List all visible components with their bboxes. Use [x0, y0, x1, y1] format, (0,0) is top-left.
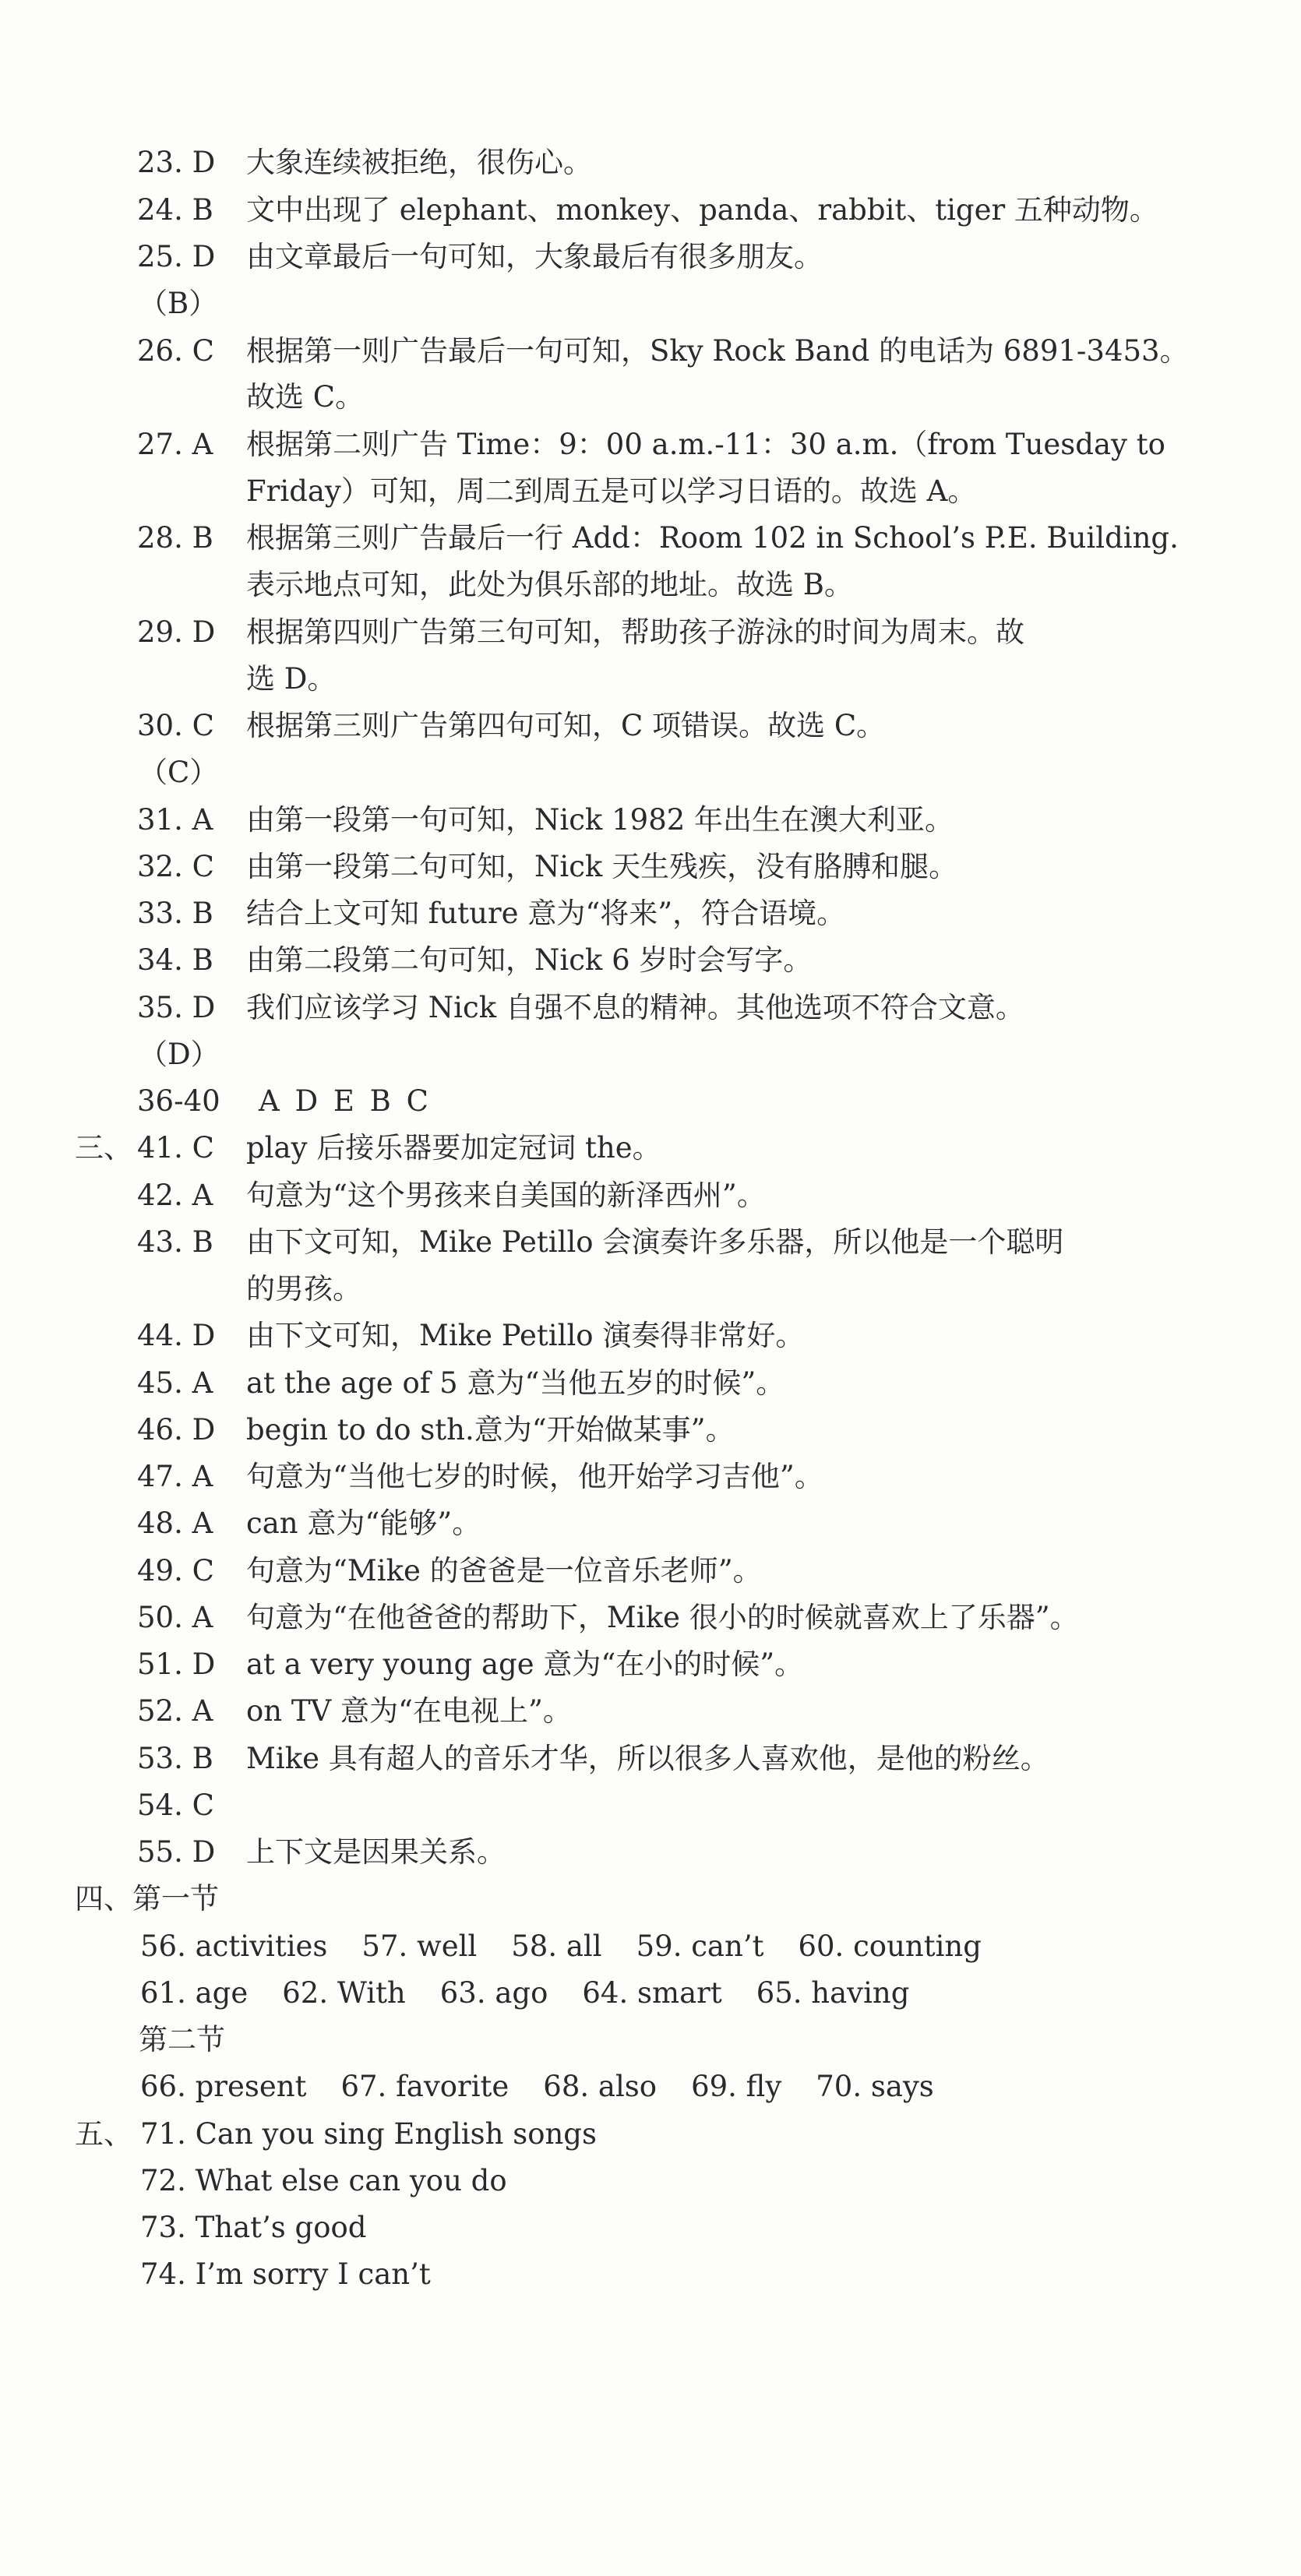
answer-continuation: 表示地点可知，此处为俱乐部的地址。故选 B。	[246, 568, 853, 601]
answer-number: 26. C	[137, 334, 214, 368]
answer-explanation: 由第二段第二句可知，Nick 6 岁时会写字。	[246, 943, 813, 977]
answer-explanation: 结合上文可知 future 意为“将来”，符合语境。	[246, 897, 846, 930]
answer-number: 31. A	[137, 803, 213, 837]
subsection-label-c: （C）	[139, 756, 219, 789]
answer-number: 52. A	[137, 1694, 213, 1728]
section-4-label: 四、第一节	[75, 1882, 219, 1915]
dialog-answer: 73. That’s good	[140, 2211, 367, 2244]
answer-number: 36-40	[137, 1084, 220, 1118]
dialog-answer: 72. What else can you do	[140, 2164, 507, 2197]
answer-explanation: 句意为“这个男孩来自美国的新泽西州”。	[246, 1179, 766, 1212]
answer-continuation: 的男孩。	[246, 1272, 361, 1306]
fill-answer: 67. favorite	[340, 2070, 509, 2103]
fill-answer-row	[140, 1975, 943, 2011]
answer-explanation: at a very young age 意为“在小的时候”。	[246, 1647, 804, 1681]
answer-explanation: at the age of 5 意为“当他五岁的时候”。	[246, 1366, 785, 1400]
answer-number: 42. A	[137, 1179, 213, 1212]
fill-answer: 63. ago	[439, 1976, 548, 2010]
fill-answer: 60. counting	[798, 1929, 982, 1963]
fill-answer: 59. can’t	[636, 1929, 764, 1963]
answer-number: 25. D	[137, 240, 216, 273]
answer-explanation: 上下文是因果关系。	[246, 1835, 506, 1869]
answer-number: 32. C	[137, 850, 214, 883]
fill-answer: 57. well	[361, 1929, 478, 1963]
answer-number: 49. C	[137, 1554, 214, 1588]
section-5-label: 五、	[75, 2117, 132, 2151]
answer-number: 50. A	[137, 1601, 213, 1634]
answer-number: 27. A	[137, 428, 213, 461]
answer-explanation: 我们应该学习 Nick 自强不息的精神。其他选项不符合文意。	[246, 991, 1024, 1024]
fill-answer: 56. activities	[140, 1929, 328, 1963]
answer-number: 33. B	[137, 897, 213, 930]
answer-explanation: 句意为“当他七岁的时候，他开始学习吉他”。	[246, 1460, 823, 1493]
answer-explanation: 由下文可知，Mike Petillo 会演奏许多乐器，所以他是一个聪明	[246, 1225, 1064, 1259]
answer-number: 55. D	[137, 1835, 216, 1869]
section-3-label: 三、	[75, 1131, 132, 1165]
fill-answer: 65. having	[756, 1976, 910, 2010]
fill-answer-row	[140, 2069, 968, 2105]
fill-answer: 68. also	[543, 2070, 658, 2103]
answer-explanation: 由下文可知，Mike Petillo 演奏得非常好。	[246, 1319, 805, 1352]
answer-number: 54. C	[137, 1788, 214, 1822]
answer-number: 43. B	[137, 1225, 213, 1259]
fill-answer: 70. says	[816, 2070, 934, 2103]
fill-answer: 62. With	[282, 1976, 406, 2010]
fill-answer: 66. present	[140, 2070, 307, 2103]
answer-explanation: A D E B C	[259, 1084, 432, 1118]
answer-number: 47. A	[137, 1460, 213, 1493]
fill-answer: 58. all	[511, 1929, 602, 1963]
answer-explanation: Mike 具有超人的音乐才华，所以很多人喜欢他，是他的粉丝。	[246, 1742, 1049, 1775]
answer-number: 23. D	[137, 146, 216, 179]
answer-number: 48. A	[137, 1506, 213, 1540]
answer-number: 44. D	[137, 1319, 216, 1352]
answer-explanation: 句意为“在他爸爸的帮助下，Mike 很小的时候就喜欢上了乐器”。	[246, 1601, 1079, 1634]
answer-number: 24. B	[137, 193, 213, 227]
answer-number: 35. D	[137, 991, 216, 1024]
answer-number: 46. D	[137, 1413, 216, 1447]
answer-continuation: 故选 C。	[246, 380, 365, 414]
answer-explanation: 根据第四则广告第三句可知，帮助孩子游泳的时间为周末。故	[246, 615, 1024, 649]
fill-answer: 64. smart	[582, 1976, 722, 2010]
answer-explanation: can 意为“能够”。	[246, 1506, 481, 1540]
answer-explanation: 根据第三则广告最后一行 Add：Room 102 in School’s P.E. Building.	[246, 521, 1179, 555]
subsection-label-d: （D）	[139, 1038, 220, 1071]
dialog-answer: 74. I’m sorry I can’t	[140, 2257, 431, 2291]
answer-explanation: 根据第三则广告第四句可知，C 项错误。故选 C。	[246, 709, 886, 742]
fill-answer-row	[140, 1929, 1016, 1965]
answer-number: 34. B	[137, 943, 213, 977]
answer-explanation: 句意为“Mike 的爸爸是一位音乐老师”。	[246, 1554, 762, 1588]
answer-explanation: on TV 意为“在电视上”。	[246, 1694, 572, 1728]
section-4-part-2-label: 第二节	[139, 2023, 225, 2056]
answer-explanation: play 后接乐器要加定冠词 the。	[246, 1131, 661, 1165]
answer-explanation: begin to do sth.意为“开始做某事”。	[246, 1413, 735, 1447]
answer-number: 45. A	[137, 1366, 213, 1400]
answer-number: 41. C	[137, 1131, 214, 1165]
answer-number: 30. C	[137, 709, 214, 742]
answer-explanation: 文中出现了 elephant、monkey、panda、rabbit、tiger 五种动物。	[246, 193, 1158, 227]
answer-number: 28. B	[137, 521, 213, 555]
fill-answer: 61. age	[140, 1976, 249, 2010]
answer-number: 29. D	[137, 615, 216, 649]
answer-continuation: 选 D。	[246, 662, 337, 696]
answer-number: 51. D	[137, 1647, 216, 1681]
answer-number: 53. B	[137, 1742, 213, 1775]
answer-explanation: 由第一段第一句可知，Nick 1982 年出生在澳大利亚。	[246, 803, 954, 837]
answer-explanation: 根据第二则广告 Time：9：00 a.m.-11：30 a.m.（from Tuesday to	[246, 428, 1165, 461]
answer-explanation: 大象连续被拒绝，很伤心。	[246, 146, 592, 179]
answer-explanation: 由文章最后一句可知，大象最后有很多朋友。	[246, 240, 823, 273]
answer-explanation: 由第一段第二句可知，Nick 天生残疾，没有胳膊和腿。	[246, 850, 958, 883]
answer-continuation: Friday）可知，周二到周五是可以学习日语的。故选 A。	[246, 474, 977, 508]
answer-explanation: 根据第一则广告最后一句可知，Sky Rock Band 的电话为 6891-3453。	[246, 334, 1189, 368]
subsection-label-b: （B）	[139, 287, 218, 320]
dialog-answer: 71. Can you sing English songs	[140, 2117, 597, 2151]
fill-answer: 69. fly	[691, 2070, 782, 2103]
